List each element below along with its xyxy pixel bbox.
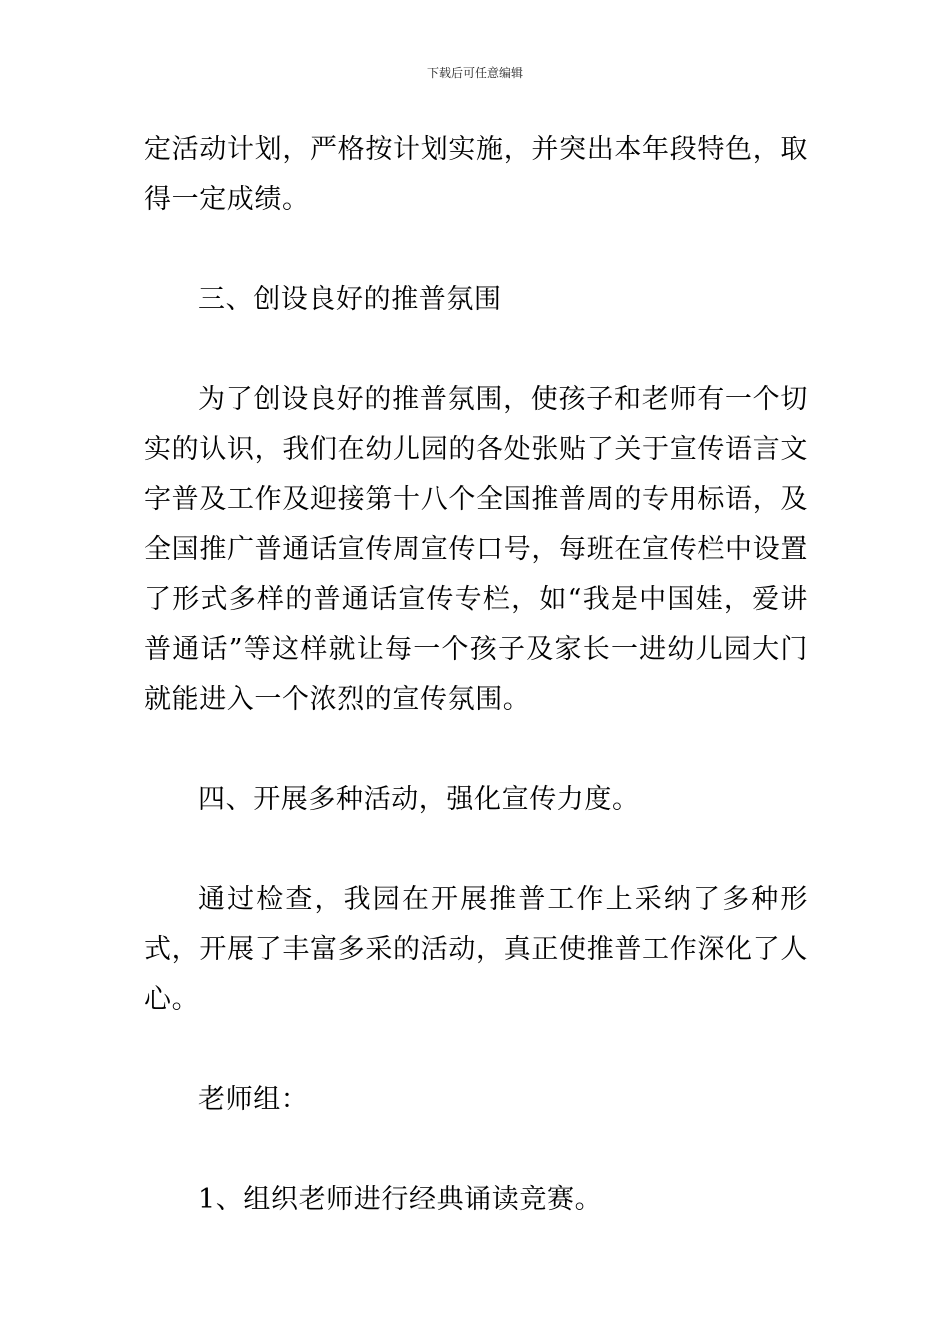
paragraph-activities: 通过检查，我园在开展推普工作上采纳了多种形式，开展了丰富多采的活动，真正使推普工作深化了人心。 xyxy=(144,884,808,1015)
paragraph-gap xyxy=(144,1025,808,1075)
paragraph-gap xyxy=(144,825,808,875)
page-header: 下载后可任意编辑 xyxy=(426,66,523,80)
list-item-1: 1、组织老师进行经典诵读竞赛。 xyxy=(198,1184,603,1215)
paragraph-atmosphere: 为了创设良好的推普氛围，使孩子和老师有一个切实的认识，我们在幼儿园的各处张贴了关于宣传语言文字普及工作及迎接第十八个全国推普周的专用标语，及全国推广普通话宣传周宣传口号，每班在宣传栏中设置了形式多样的普通话宣传专栏，如“我是中国娃，爱讲普通话”等这样就让每一个孩子及家长一进幼儿园大门就能进入一个浓烈的宣传氛围。 xyxy=(144,384,808,715)
section-heading-4: 四、开展多种活动，强化宣传力度。 xyxy=(198,784,640,815)
paragraph-gap xyxy=(144,1125,808,1175)
paragraph-continuation: 定活动计划，严格按计划实施，并突出本年段特色，取得一定成绩。 xyxy=(144,134,808,215)
subheading-teacher-group: 老师组： xyxy=(198,1084,309,1115)
paragraph-gap xyxy=(144,225,808,275)
document-body xyxy=(144,125,808,1225)
paragraph-gap xyxy=(144,325,808,375)
paragraph-gap xyxy=(144,725,808,775)
section-heading-3: 三、创设良好的推普氛围 xyxy=(198,284,502,315)
